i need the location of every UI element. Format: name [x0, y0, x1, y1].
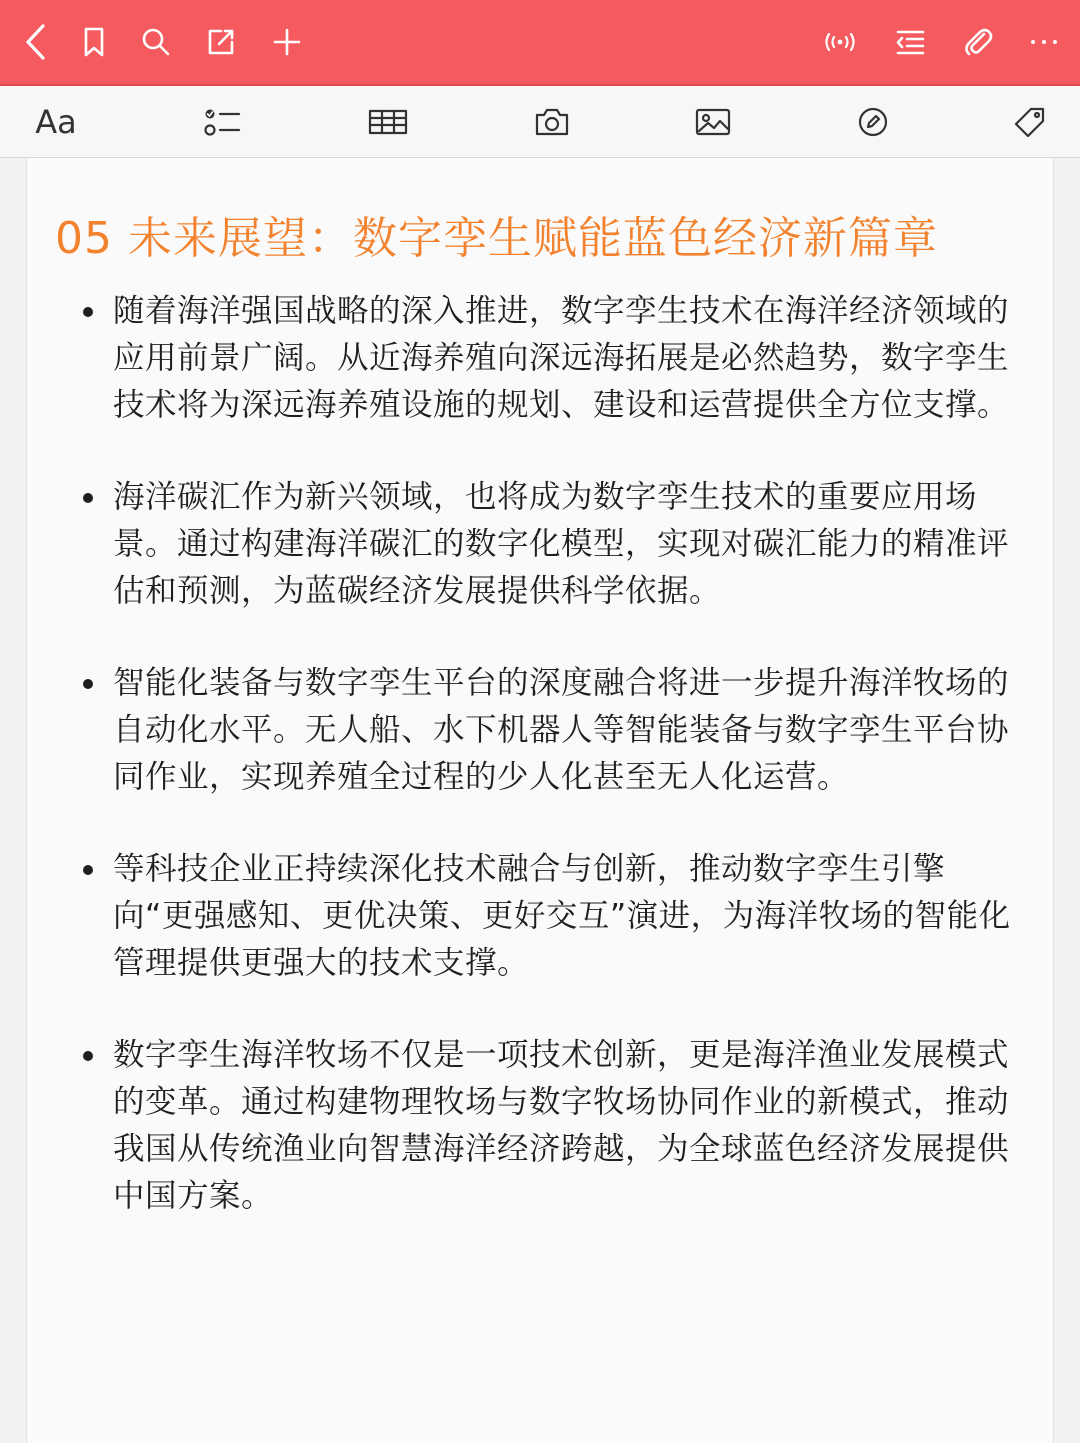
- checklist-button[interactable]: [194, 98, 250, 146]
- back-icon: [19, 22, 53, 62]
- text-format-label: Aa: [35, 103, 77, 141]
- pen-icon: [857, 106, 889, 138]
- bullet-dot: [83, 493, 93, 503]
- bullet-item: [27, 288, 1055, 429]
- bullet-text: 数字孪生海洋牧场不仅是一项技术创新，更是海洋渔业发展模式的变革。通过构建物理牧场与数字牧场协同作业的新模式，推动我国从传统渔业向智慧海洋经济跨越，为全球蓝色经济发展提供中国方案。: [113, 1037, 1010, 1214]
- camera-button[interactable]: [524, 98, 580, 146]
- bullet-dot: [83, 307, 93, 317]
- camera-icon: [534, 107, 570, 137]
- bookmark-button[interactable]: [70, 18, 118, 66]
- drawing-button[interactable]: [845, 98, 901, 146]
- bullet-text: 海洋碳汇作为新兴领域，也将成为数字孪生技术的重要应用场景。通过构建海洋碳汇的数字化模型，实现对碳汇能力的精准评估和预测，为蓝碳经济发展提供科学依据。: [113, 479, 1010, 609]
- note-heading: 05 未来展望：数字孪生赋能蓝色经济新篇章: [55, 213, 938, 264]
- edit-icon: [205, 26, 237, 58]
- bullet-dot: [83, 1051, 93, 1061]
- bullet-text: 等科技企业正持续深化技术融合与创新，推动数字孪生引擎向“更强感知、更优决策、更好交互”演进，为海洋牧场的智能化管理提供更强大的技术支撑。: [113, 851, 1011, 981]
- bookmark-icon: [80, 26, 108, 58]
- add-button[interactable]: [263, 18, 311, 66]
- search-button[interactable]: [132, 18, 180, 66]
- tag-icon: [1014, 106, 1046, 138]
- checklist-icon: [203, 107, 241, 137]
- bullet-text: 随着海洋强国战略的深入推进，数字孪生技术在海洋经济领域的应用前景广阔。从近海养殖向深远海拓展是必然趋势，数字孪生技术将为深远海养殖设施的规划、建设和运营提供全方位支撑。: [113, 293, 1010, 423]
- image-button[interactable]: [685, 98, 741, 146]
- bullet-item: [27, 1032, 1055, 1220]
- formatting-toolbar: [0, 86, 1080, 158]
- attachment-icon: [963, 26, 993, 58]
- top-navigation-bar: [0, 0, 1080, 86]
- search-icon: [140, 26, 172, 58]
- bullet-dot: [83, 679, 93, 689]
- bullet-item: [27, 660, 1055, 801]
- bullet-dot: [83, 865, 93, 875]
- attachment-button[interactable]: [954, 18, 1002, 66]
- tag-button[interactable]: [1002, 98, 1058, 146]
- more-button[interactable]: [1020, 18, 1068, 66]
- note-page[interactable]: [26, 158, 1054, 1443]
- edit-button[interactable]: [197, 18, 245, 66]
- more-icon: [1029, 37, 1059, 47]
- bullet-item: [27, 474, 1055, 615]
- image-icon: [695, 107, 731, 137]
- text-format-button[interactable]: [28, 98, 84, 146]
- table-icon: [368, 109, 408, 135]
- bullet-list: [27, 288, 1055, 1265]
- broadcast-icon: [822, 31, 858, 53]
- outline-icon: [894, 28, 926, 56]
- broadcast-button[interactable]: [816, 18, 864, 66]
- back-button[interactable]: [12, 18, 60, 66]
- outline-button[interactable]: [886, 18, 934, 66]
- table-button[interactable]: [360, 98, 416, 146]
- bullet-text: 智能化装备与数字孪生平台的深度融合将进一步提升海洋牧场的自动化水平。无人船、水下机器人等智能装备与数字孪生平台协同作业，实现养殖全过程的少人化甚至无人化运营。: [113, 665, 1010, 795]
- bullet-item: [27, 846, 1055, 987]
- plus-icon: [272, 27, 302, 57]
